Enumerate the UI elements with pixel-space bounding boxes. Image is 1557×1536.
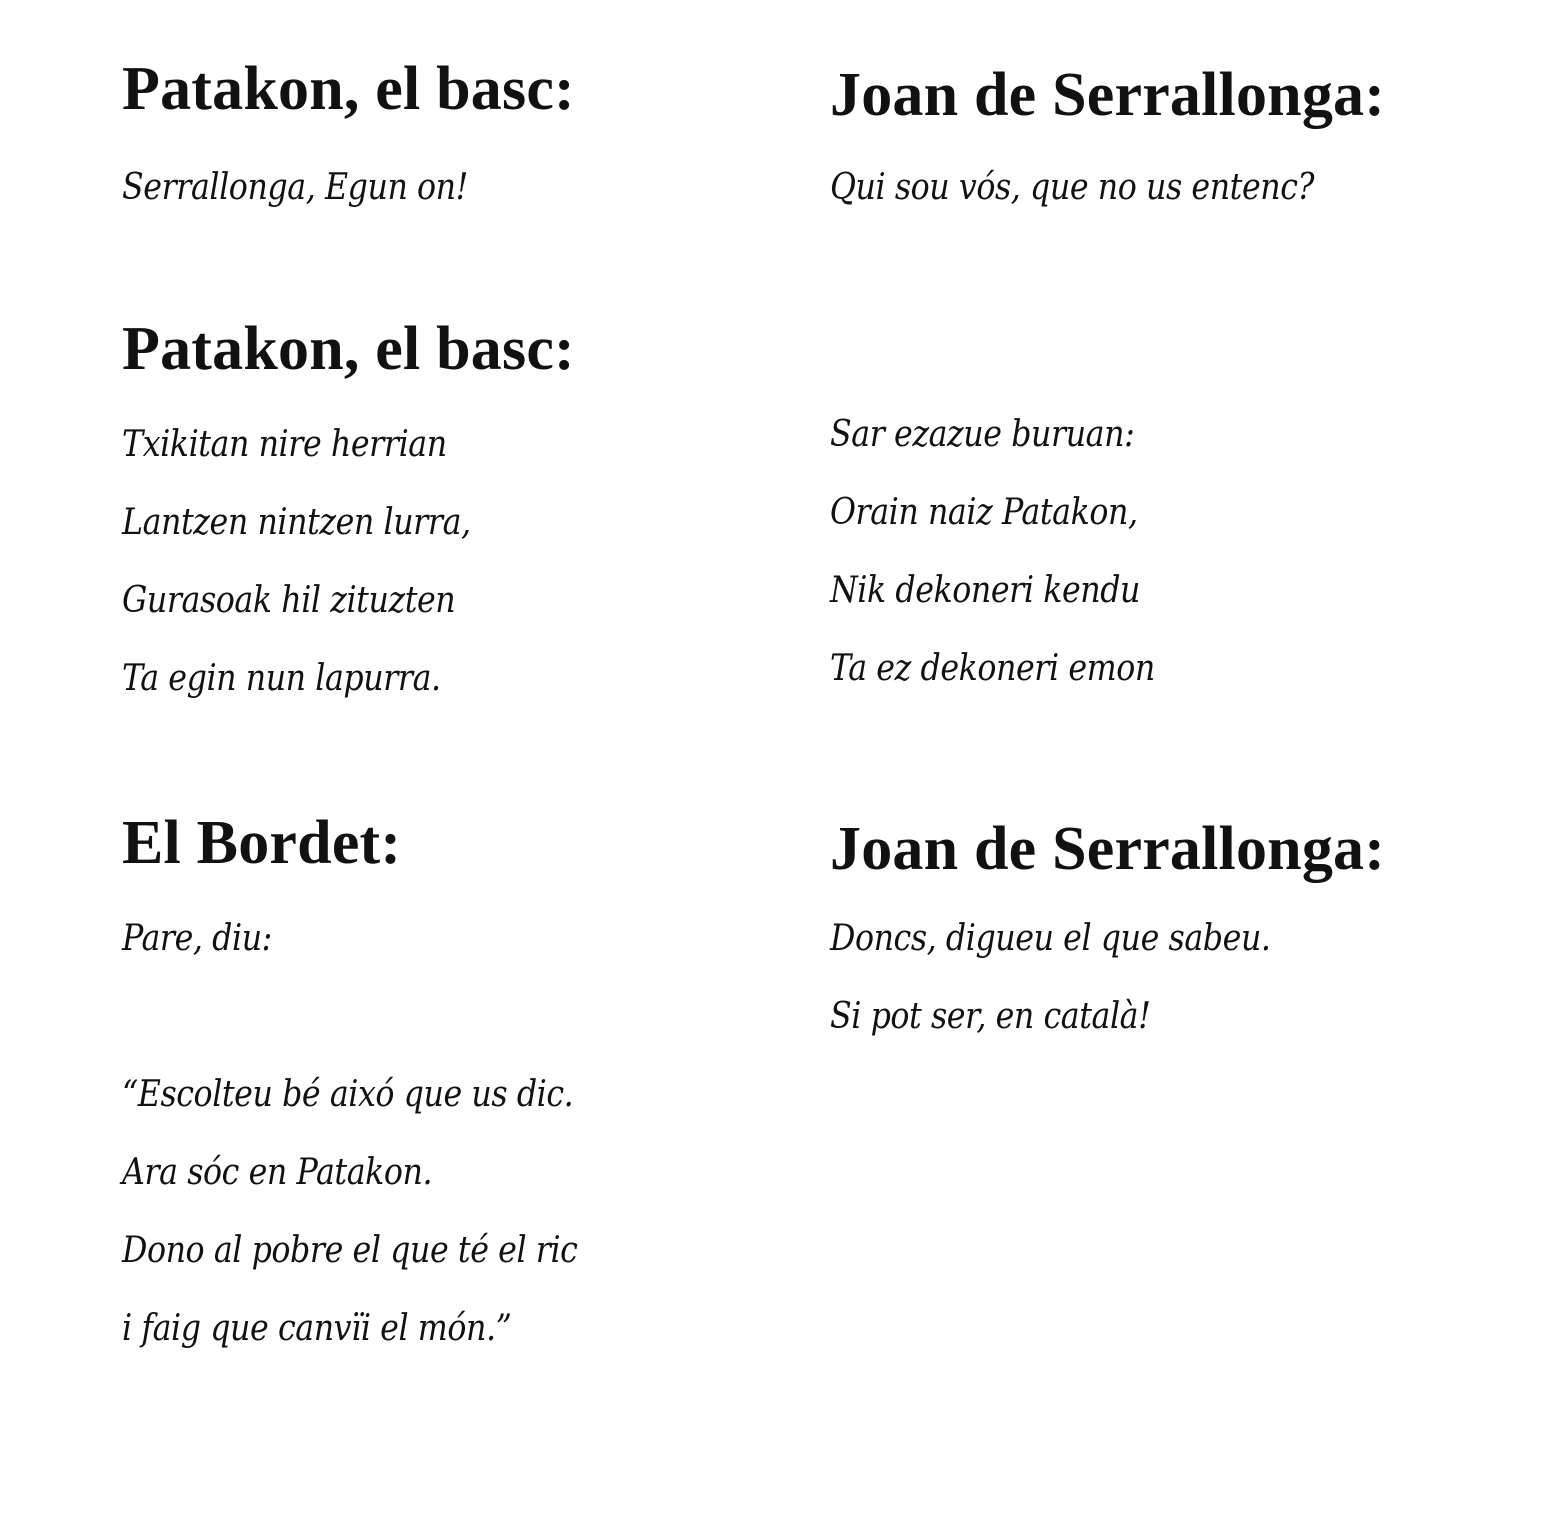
dialogue-block-patakon-1 [122,55,575,218]
verse-line: Gurasoak hil zituzten [122,580,456,621]
verse-line: Ta egin nun lapurra. [122,658,441,699]
verse-line: Lantzen nintzen lurra, [122,502,471,543]
quote-line: “Escolteu bé aixó que us dic. [122,1074,574,1115]
dialogue-block-patakon-2 [122,315,575,718]
speaker-name: El Bordet: [122,809,402,877]
verse-lines [830,396,1199,708]
speaker-name: Joan de Serrallonga: [830,61,1386,129]
dialogue-block-bordet [122,809,640,1368]
verse-lines [830,158,1385,218]
verse-line: Qui sou vós, que no us entenc? [830,167,1315,208]
verse-line: Pare, diu: [122,918,272,959]
verse-lines [122,158,575,218]
dialogue-block-serrallonga-1 [830,61,1386,218]
verse-line: Doncs, digueu el que sabeu. [830,918,1271,959]
speaker-name: Patakon, el basc: [122,55,575,123]
quote-line: Dono al pobre el que té el ric [122,1230,578,1271]
quote-line: Ara sóc en Patakon. [122,1152,433,1193]
verse-line: Si pot ser, en català! [830,996,1151,1037]
verse-line: Ta ez dekoneri emon [830,648,1155,689]
verse-line: Nik dekoneri kendu [830,570,1141,611]
verse-line: Txikitan nire herrian [122,424,447,465]
verse-lines [122,900,640,1368]
verse-line: Sar ezazue buruan: [830,414,1135,455]
stanza-gap [122,978,640,1056]
speaker-name: Patakon, el basc: [122,315,575,383]
verse-lines [122,406,575,718]
verse-line: Orain naiz Patakon, [830,492,1138,533]
verse-line: Serrallonga, Egun on! [122,167,468,208]
speaker-name: Joan de Serrallonga: [830,815,1386,883]
dialogue-block-patakon-2-continued [830,396,1199,708]
verse-lines [830,900,1385,1056]
quote-line: i faig que canvïi el món.” [122,1308,512,1349]
dialogue-block-serrallonga-2 [830,815,1386,1056]
